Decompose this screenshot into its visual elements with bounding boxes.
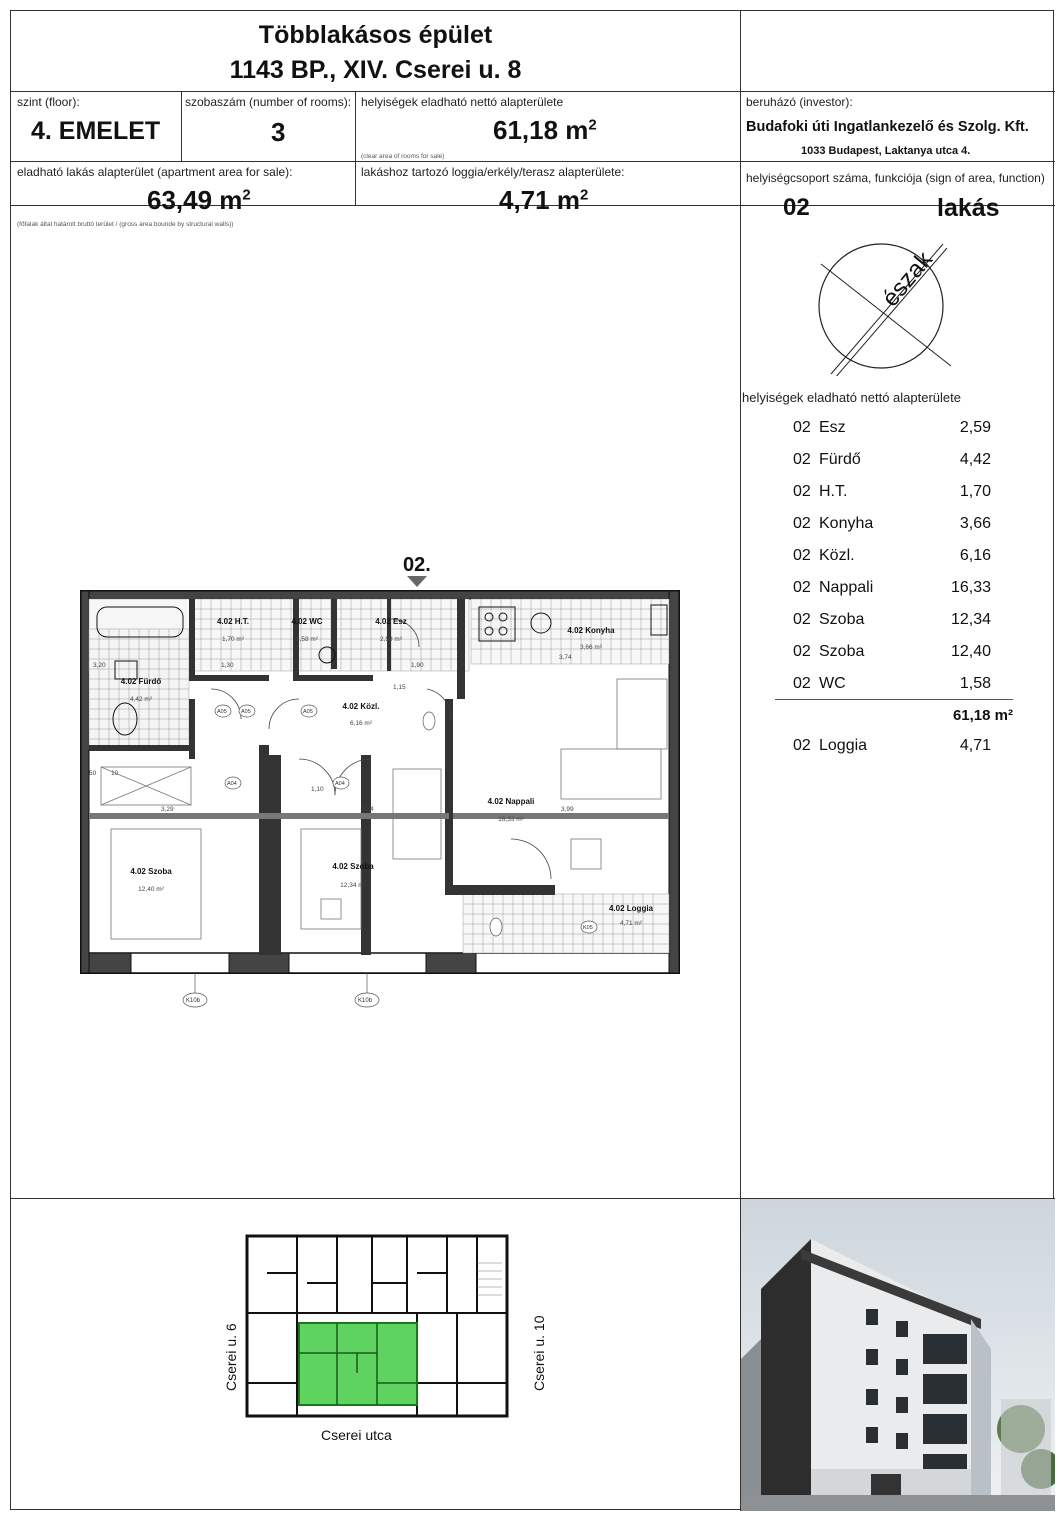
floor-plan [71, 549, 691, 1019]
north-arrow-icon [811, 226, 961, 376]
room-row [793, 419, 1033, 437]
table-total-rule [775, 699, 1013, 700]
investor-label: beruházó (investor): [746, 95, 853, 109]
floor-label: szint (floor): [17, 95, 80, 109]
svg-text:1,90: 1,90 [411, 662, 424, 669]
room-row [793, 643, 1033, 661]
room-row-name: Esz [819, 419, 846, 436]
room-row-area: 1,58 [959, 675, 991, 692]
apartment-highlight [299, 1323, 417, 1405]
room-row [793, 547, 1033, 565]
svg-text:16,33 m²: 16,33 m² [498, 816, 524, 823]
room-label: 4.02 Konyha [567, 626, 615, 635]
room-label: 4.02 H.T. [216, 617, 250, 626]
svg-text:A05: A05 [241, 709, 251, 715]
apartment-label: 02. [403, 554, 431, 576]
room-row-code: 02 [793, 611, 811, 628]
room-row-name: Közl. [819, 547, 855, 564]
svg-text:12,34 m²: 12,34 m² [340, 882, 366, 889]
svg-text:3,29: 3,29 [161, 806, 174, 813]
svg-text:3,74: 3,74 [559, 654, 572, 661]
room-label: 4.02 Esz [375, 617, 407, 626]
svg-text:A04: A04 [335, 781, 345, 787]
net-area-note: (clear area of rooms for sale) [361, 153, 445, 160]
divider [11, 161, 1055, 162]
building-render [741, 1199, 1055, 1511]
title-line-1: Többlakásos épület [258, 21, 493, 49]
room-label: 4.02 Közl. [342, 702, 380, 711]
svg-text:K10b: K10b [186, 998, 201, 1004]
room-row [793, 579, 1033, 597]
room-row-name: Szoba [819, 643, 865, 660]
room-row-name: Szoba [819, 611, 865, 628]
divider [355, 91, 356, 205]
room-row-code: 02 [793, 579, 811, 596]
apartment-area-note: (főfalak által határolt bruttó terület / (gross area bounde by structural walls)) [17, 221, 234, 228]
data-sheet [10, 10, 1054, 1510]
rooms-total: 61,18 m² [952, 707, 1013, 724]
room-row-code: 02 [793, 515, 811, 532]
loggia-row: 02 Loggia 4,71 [793, 737, 991, 754]
room-row [793, 611, 1033, 629]
room-row-code: 02 [793, 675, 811, 692]
room-row-area: 12,40 [950, 643, 991, 660]
room-label: 4.02 Szoba [332, 862, 374, 871]
room-label: 4.02 Loggia [608, 904, 654, 913]
room-row-code: 02 [793, 419, 811, 436]
group-function: lakás [937, 194, 1000, 222]
room-row-area: 3,66 [959, 515, 991, 532]
room-row [793, 515, 1033, 533]
investor-address: 1033 Budapest, Laktanya utca 4. [801, 145, 971, 157]
room-row [793, 483, 1033, 501]
rooms-label: szobaszám (number of rooms): [185, 95, 352, 109]
room-row-area: 16,33 [950, 579, 991, 596]
svg-text:3,20: 3,20 [93, 662, 106, 669]
room-label: 4.02 Szoba [130, 867, 172, 876]
divider [181, 91, 182, 161]
room-label: 4.02 WC [291, 617, 323, 626]
room-label: 4.02 Fürdő [120, 677, 162, 686]
entrance-marker-icon [407, 576, 427, 587]
north-label: észak [876, 246, 938, 312]
svg-text:1,70 m²: 1,70 m² [221, 636, 245, 643]
room-row-area: 2,59 [959, 419, 991, 436]
svg-text:3,24: 3,24 [361, 806, 374, 813]
svg-text:12,40 m²: 12,40 m² [138, 886, 164, 893]
svg-text:4,71 m²: 4,71 m² [619, 920, 643, 927]
room-row-name: Nappali [819, 579, 874, 596]
left-street-label: Cserei u. 6 [223, 1323, 239, 1391]
room-row-code: 02 [793, 483, 811, 500]
room-row-area: 12,34 [950, 611, 991, 628]
room-row [793, 451, 1033, 469]
svg-text:4,42 m²: 4,42 m² [129, 696, 153, 703]
svg-text:A05: A05 [217, 709, 227, 715]
svg-text:1,58 m²: 1,58 m² [295, 636, 319, 643]
svg-text:A04: A04 [227, 781, 237, 787]
room-row-code: 02 [793, 643, 811, 660]
svg-text:10: 10 [111, 770, 119, 777]
room-row-code: 02 [793, 451, 811, 468]
svg-text:3,99: 3,99 [561, 806, 574, 813]
net-area-value: 61,18 $m^2$ [493, 115, 597, 145]
room-row-name: WC [819, 675, 846, 692]
svg-text:50: 50 [89, 770, 97, 777]
room-row-name: Fürdő [819, 451, 861, 468]
room-row-area: 4,42 [959, 451, 991, 468]
investor-name: Budafoki úti Ingatlankezelő és Szolg. Kft. [746, 119, 1029, 135]
rooms-value: 3 [271, 117, 286, 147]
loggia-label: lakáshoz tartozó loggia/erkély/terasz alapterülete: [361, 165, 625, 179]
group-label: helyiségcsoport száma, funkciója (sign of area, function) [746, 171, 1045, 185]
room-row-name: H.T. [819, 483, 848, 500]
group-number: 02 [783, 194, 810, 221]
svg-text:1,10: 1,10 [311, 786, 324, 793]
room-row-name: Konyha [819, 515, 874, 532]
loggia-value: 4,71 $m^2$ [499, 185, 589, 215]
svg-text:6,16 m²: 6,16 m² [349, 720, 373, 727]
svg-text:K10b: K10b [358, 998, 373, 1004]
apartment-area-value: 63,49 $m^2$ [147, 185, 251, 215]
svg-text:3,66 m²: 3,66 m² [579, 644, 603, 651]
apartment-area-label: eladható lakás alapterület (apartment area for sale): [17, 165, 293, 179]
svg-text:A05: A05 [303, 709, 313, 715]
room-row-area: 1,70 [959, 483, 991, 500]
divider [11, 91, 1055, 92]
svg-text:1,30: 1,30 [221, 662, 234, 669]
svg-text:1,15: 1,15 [393, 684, 406, 691]
room-row-area: 6,16 [959, 547, 991, 564]
floor-value: 4. EMELET [31, 117, 161, 145]
rooms-table-heading: helyiségek eladható nettó alapterülete [742, 390, 961, 405]
room-row-code: 02 [793, 547, 811, 564]
room-label: 4.02 Nappali [487, 797, 535, 806]
svg-text:2,59 m²: 2,59 m² [379, 636, 403, 643]
right-street-label: Cserei u. 10 [531, 1315, 547, 1391]
svg-text:K05: K05 [583, 925, 593, 931]
room-row [793, 675, 1033, 693]
net-area-label: helyiségek eladható nettó alapterülete [361, 95, 564, 109]
bottom-street-label: Cserei utca [321, 1427, 392, 1443]
title-line-2: 1143 BP., XIV. Cserei u. 8 [229, 56, 522, 84]
